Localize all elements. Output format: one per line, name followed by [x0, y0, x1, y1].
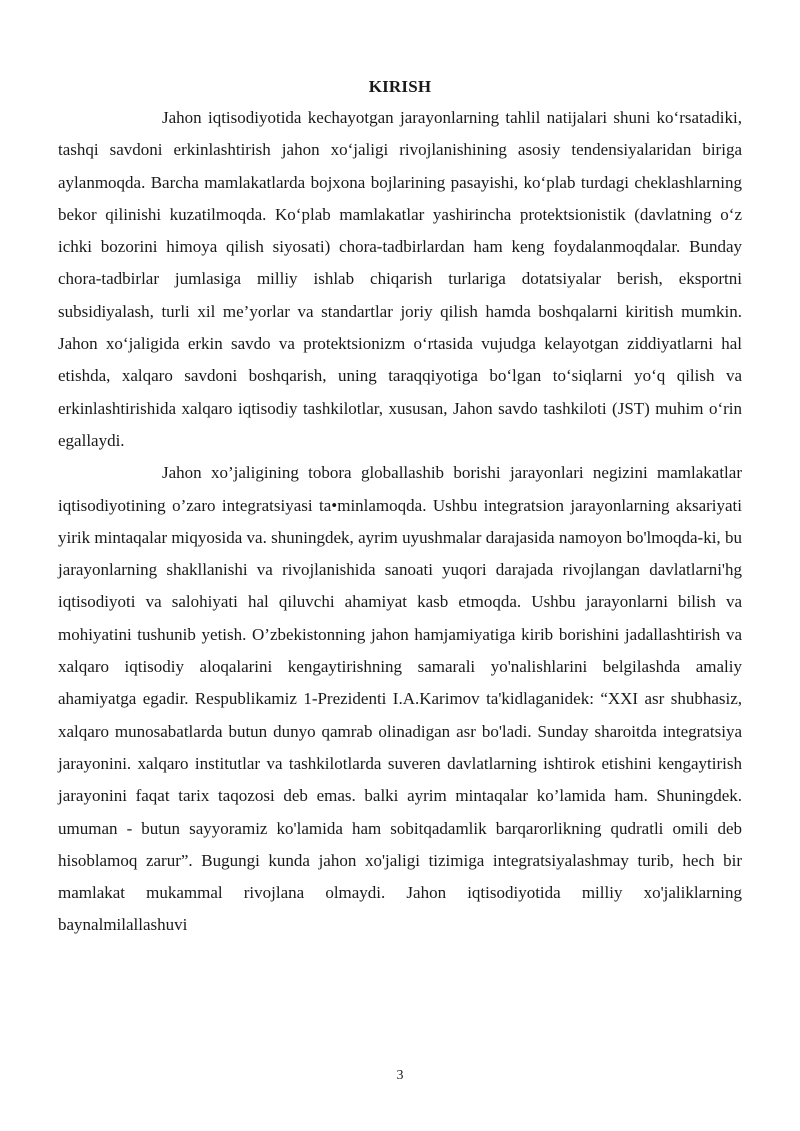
- page-number: 3: [396, 1068, 404, 1083]
- document-page: [58, 76, 742, 942]
- paragraph-2: Jahon xo’jaligining tobora globallashib borishi jarayonlari negizini mamlakatlar iqtisodiyotining o’zaro integratsiyasi ta•minlamoqda. Ushbu integratsion jarayonlarning aksariyati yirik mintaqalar miqyosida va. shuningdek, ayrim uyushmalar darajasida namoyon bo'lmoqda-ki, bu jarayonlarning shakllanishi va rivojlanishida sanoati yuqori darajada rivojlangan davlatlarni'hg iqtisodiyoti va salohiyati hal qiluvchi ahamiyat kasb etmoqda. Ushbu jarayonlarni bilish va mohiyatini tushunib yetish. O’zbekistonning jahon hamjamiyatiga kirib borishini jadallashtirish va xalqaro iqtisodiy aloqalarini kengaytirishning samarali yo'nalishlarini belgilashda amaliy ahamiyatga egadir. Respublikamiz 1-Prezidenti I.A.Karimov ta'kidlaganidek: “XXI asr shubhasiz, xalqaro munosabatlarda butun dunyo qamrab olinadigan asr bo'ladi. Sunday sharoitda integratsiya jarayonini. xalqaro institutlar va tashkilotlarda suveren davlatlarning ishtirok etishini kengaytirish jarayonini faqat tarix taqozosi deb emas. balki ayrim mintaqalar ko’lamida ham. Shuningdek. umuman - butun sayyoramiz ko'lamida ham sobitqadamlik barqarorlikning qudratli omili deb hisoblamoq zarur”. Bugungi kunda jahon xo'jaligi tizimiga integratsiyalashmay turib, hech bir mamlakat mukammal rivojlana olmaydi. Jahon iqtisodiyotida milliy xo'jaliklarning baynalmilallashuvi: [58, 463, 742, 935]
- document-title: KIRISH: [368, 77, 432, 96]
- paragraph-1: Jahon iqtisodiyotida kechayotgan jarayonlarning tahlil natijalari shuni koʻrsatadiki, tashqi savdoni erkinlashtirish jahon xoʻjaligi rivojlanishining asosiy tendensiyalaridan biriga aylanmoqda. Barcha mamlakatlarda bojxona bojlarining pasayishi, koʻplab turdagi cheklashlarning bekor qilinishi kuzatilmoqda. Koʻplab mamlakatlar yashirincha protektsionistik (davlatning oʻz ichki bozorini himoya qilish siyosati) chora-tadbirlardan ham keng foydalanmoqdalar. Bunday chora-tadbirlar jumlasiga milliy ishlab chiqarish turlariga dotatsiyalar berish, eksportni subsidiyalash, turli xil me’yorlar va standartlar joriy qilish hamda boshqalarni kiritish mumkin. Jahon xoʻjaligida erkin savdo va protektsionizm oʻrtasida vujudga kelayotgan ziddiyatlarni hal etishda, xalqaro savdoni boshqarish, uning taraqqiyotiga boʻlgan toʻsiqlarni yoʻq qilish va erkinlashtirishida xalqaro iqtisodiy tashkilotlar, xususan, Jahon savdo tashkiloti (JST) muhim oʻrin egallaydi.: [58, 108, 742, 450]
